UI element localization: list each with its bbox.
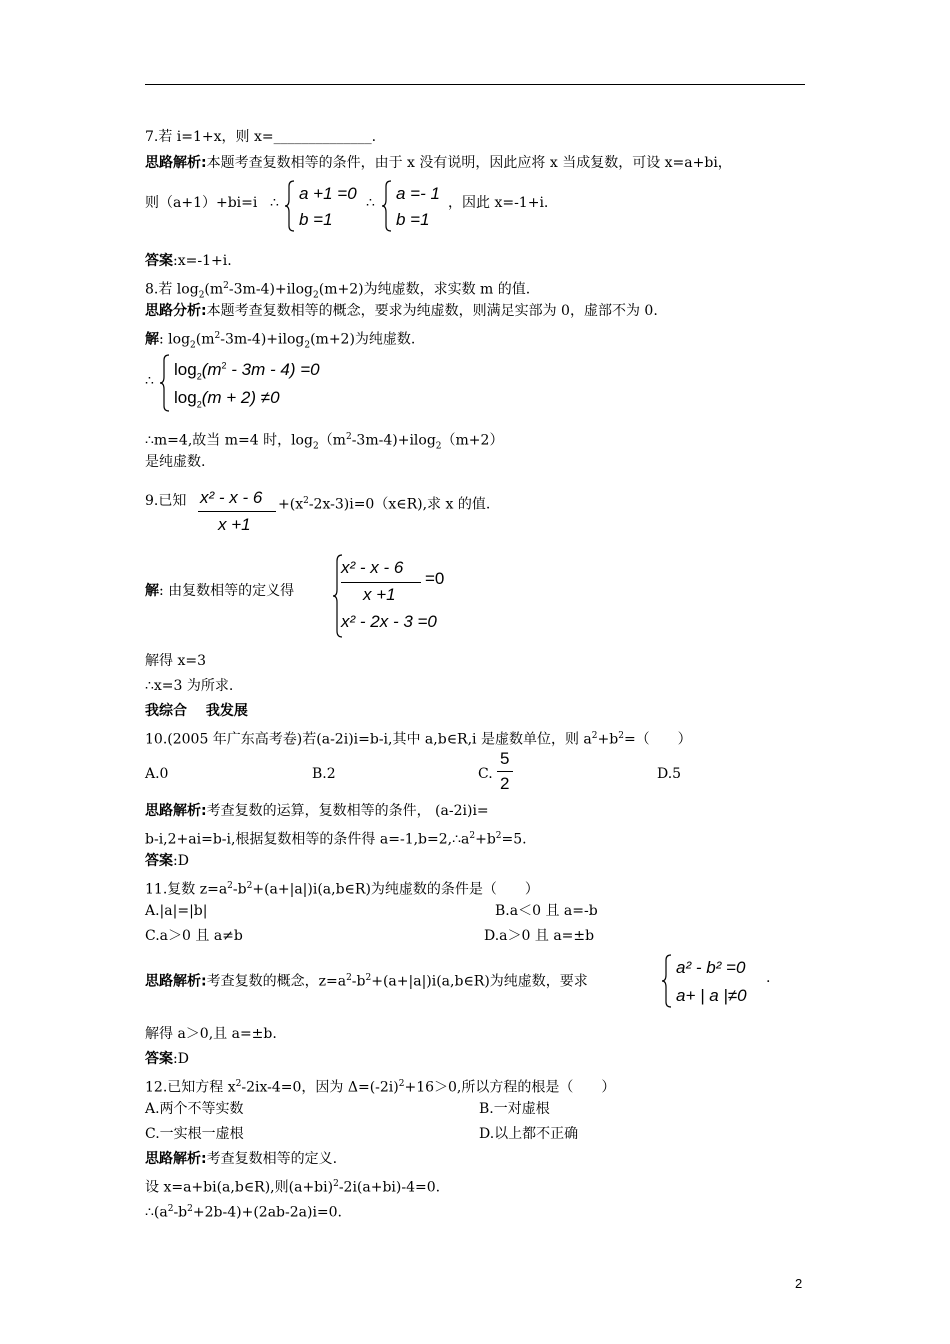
q10-frac-num: 5 bbox=[500, 749, 510, 768]
q11-sys-row2: a+ | a |≠0 bbox=[676, 986, 747, 1005]
q7-answer-label: 答案 bbox=[145, 253, 173, 269]
q11-q-sup1: 2 bbox=[227, 881, 233, 891]
q8-s-d: (m+2)为纯虚数. bbox=[310, 331, 416, 348]
q12-q-sup1: 2 bbox=[235, 1079, 242, 1089]
q12-option-a: A.两个不等实数 bbox=[145, 1101, 244, 1117]
q8-q-sup: 2 bbox=[223, 281, 229, 291]
q8-analysis bbox=[145, 302, 658, 320]
q9-solution bbox=[145, 582, 294, 600]
q11-answer-text: :D bbox=[173, 1051, 189, 1067]
q7-system-1 bbox=[285, 180, 375, 232]
q10-frac-bar bbox=[497, 771, 513, 772]
q7-brace-2-icon bbox=[382, 180, 392, 232]
q12-option-b: B.一对虚根 bbox=[479, 1101, 550, 1117]
q12-l2-a: ∴(a bbox=[145, 1204, 168, 1221]
q11-option-a: A.|a|=|b| bbox=[145, 903, 208, 919]
q8-solution bbox=[145, 327, 415, 354]
q10-analysis bbox=[145, 802, 489, 820]
header-rule bbox=[145, 84, 805, 85]
q9-sys-frac-num: x² - x - 6 bbox=[341, 558, 404, 577]
q7-answer bbox=[145, 252, 232, 270]
q12-q-b: -2ix-4=0，因为 Δ=(-2i) bbox=[241, 1079, 399, 1096]
q12-l2-c: +2b-4)+(2ab-2a)i=0. bbox=[192, 1204, 343, 1221]
q10-option-c: C. bbox=[478, 766, 493, 782]
q12-analysis-label: 思路解析: bbox=[145, 1151, 207, 1167]
q9-question-a: 9.已知 bbox=[145, 493, 187, 509]
q8-q-sub1: 2 bbox=[198, 290, 205, 301]
q8-analysis-text: 本题考查复数相等的概念，要求为纯虚数，则满足实部为 0，虚部不为 0. bbox=[206, 303, 658, 319]
q11-result: 解得 a＞0,且 a=±b. bbox=[145, 1026, 277, 1042]
q8-sys-r1-b: (m bbox=[201, 360, 222, 379]
q8-sys-r1-a: log bbox=[174, 360, 197, 379]
q12-q-sup2: 2 bbox=[398, 1079, 405, 1089]
q9-sys-rhs: =0 bbox=[425, 569, 445, 588]
q11-option-c: C.a＞0 且 a≠b bbox=[145, 928, 243, 944]
q10-answer bbox=[145, 852, 189, 870]
q7-prefix: 则（a+1）+bi=i bbox=[145, 195, 258, 211]
q10-q-b: +b bbox=[597, 731, 619, 748]
q8-c-a: ∴m=4,故当 m=4 时，log bbox=[145, 432, 313, 449]
q11-an-c: +(a+|a|)i(a,b∈R)为纯虚数，要求 bbox=[371, 973, 588, 990]
q8-conclusion-2: 是纯虚数. bbox=[145, 454, 206, 470]
q8-system bbox=[160, 354, 360, 412]
q9-frac-den: x +1 bbox=[218, 515, 251, 534]
q12-analysis bbox=[145, 1150, 337, 1168]
q11-sys-row1: a² - b² =0 bbox=[676, 958, 746, 977]
q12-option-d: D.以上都不正确 bbox=[479, 1126, 579, 1142]
section-title: 我综合 我发展 bbox=[145, 703, 248, 719]
q8-c-sub1: 2 bbox=[312, 441, 319, 452]
q10-q-sup2: 2 bbox=[618, 731, 624, 741]
q11-system bbox=[662, 954, 772, 1008]
q12-l2-sup2: 2 bbox=[187, 1204, 193, 1214]
q7-question: 7.若 i=1+x，则 x=______________. bbox=[145, 129, 377, 145]
q10-analysis-label: 思路解析: bbox=[145, 803, 207, 819]
q8-analysis-label: 思路分析: bbox=[145, 303, 207, 319]
q9-solution-label: 解 bbox=[145, 583, 159, 599]
q12-option-c: C.一实根一虚根 bbox=[145, 1126, 244, 1142]
q9-sys-fraction bbox=[341, 558, 421, 604]
q8-question bbox=[145, 277, 530, 304]
q10-q-c: =（ ） bbox=[623, 731, 692, 748]
q9-sys-frac-bar bbox=[341, 582, 421, 583]
q10-analysis-2 bbox=[145, 827, 527, 849]
q7-sys2-row2: b =1 bbox=[396, 210, 430, 229]
q8-conclusion bbox=[145, 428, 503, 455]
q8-c-d: （m+2） bbox=[441, 432, 504, 449]
q8-q-b: (m bbox=[204, 281, 224, 298]
q7-analysis-text: 本题考查复数相等的条件，由于 x 没有说明，因此应将 x 当成复数，可设 x=a+bi， bbox=[206, 155, 732, 171]
q11-option-b: B.a＜0 且 a=-b bbox=[495, 903, 598, 919]
q10-a2-a: b-i,2+ai=b-i,根据复数相等的条件得 a=-1,b=2,∴a bbox=[145, 831, 470, 848]
q11-an-sup2: 2 bbox=[365, 973, 372, 983]
q9-system bbox=[333, 554, 473, 638]
q10-option-c-fraction bbox=[497, 749, 513, 795]
q7-brace-1-icon bbox=[285, 180, 295, 232]
q9-frac-bar bbox=[198, 511, 276, 512]
q11-brace-icon bbox=[662, 954, 672, 1008]
q8-sys-r1-sup: 2 bbox=[221, 360, 227, 371]
q12-l2-sup1: 2 bbox=[167, 1204, 174, 1214]
q7-analysis bbox=[145, 154, 732, 172]
q8-q-c: -3m-4)+ilog bbox=[228, 281, 313, 298]
page-number: 2 bbox=[795, 1276, 803, 1291]
q11-question bbox=[145, 877, 539, 899]
q8-c-c: -3m-4)+ilog bbox=[351, 432, 436, 449]
q9-question-b bbox=[278, 492, 490, 514]
q9-result-1: 解得 x=3 bbox=[145, 653, 206, 669]
q7-answer-text: :x=-1+i. bbox=[173, 253, 232, 269]
q10-a2-c: =5. bbox=[501, 831, 527, 848]
q10-answer-label: 答案 bbox=[145, 853, 173, 869]
q7-therefore-1: ∴ bbox=[270, 195, 279, 211]
q8-sys-r1-c: - 3m - 4) =0 bbox=[226, 360, 320, 379]
q9-fraction bbox=[198, 488, 276, 536]
q9-q-c: -2x-3)i=0（x∈R),求 x 的值. bbox=[308, 496, 491, 513]
q11-q-a: 11.复数 z=a bbox=[145, 881, 228, 898]
q11-an-sup1: 2 bbox=[346, 973, 352, 983]
q8-sys-row1 bbox=[174, 360, 320, 381]
q7-sys1-row1: a +1 =0 bbox=[299, 184, 357, 203]
q12-q-c: +16＞0,所以方程的根是（ ） bbox=[404, 1079, 616, 1096]
q11-analysis-label: 思路解析: bbox=[145, 973, 207, 990]
q8-s-b: (m bbox=[195, 331, 215, 348]
q12-analysis-text: 考查复数相等的定义. bbox=[206, 1151, 338, 1167]
q9-q-b: +(x bbox=[278, 496, 304, 513]
q8-sys-row2 bbox=[174, 388, 280, 409]
q8-sys-r2-sub: 2 bbox=[196, 399, 202, 410]
q9-q-sup: 2 bbox=[303, 496, 309, 506]
q7-sys1-row2: b =1 bbox=[299, 210, 333, 229]
q11-q-b: -b bbox=[232, 881, 247, 898]
q10-option-a: A.0 bbox=[145, 766, 169, 782]
q9-solution-text: : 由复数相等的定义得 bbox=[159, 583, 295, 599]
q8-c-b: （m bbox=[318, 432, 346, 449]
q8-q-sub2: 2 bbox=[313, 290, 319, 301]
q8-q-a: 8.若 log bbox=[145, 281, 199, 298]
q10-option-b: B.2 bbox=[312, 766, 336, 782]
q10-a2-b: +b bbox=[475, 831, 496, 848]
q9-result-2: ∴x=3 为所求. bbox=[145, 678, 234, 694]
q11-an-b: -b bbox=[351, 973, 366, 990]
q8-sys-r2-a: log bbox=[174, 388, 197, 407]
q9-sys-frac-den: x +1 bbox=[363, 585, 396, 604]
q10-question bbox=[145, 727, 692, 749]
q8-therefore: ∴ bbox=[145, 373, 154, 389]
q12-line-1 bbox=[145, 1175, 440, 1197]
q8-s-sub1: 2 bbox=[190, 340, 196, 351]
q10-q-sup1: 2 bbox=[591, 731, 598, 741]
q8-sys-r2-b: (m + 2) ≠0 bbox=[201, 388, 280, 407]
q10-a2-sup2: 2 bbox=[495, 831, 502, 841]
q8-c-sup: 2 bbox=[345, 432, 352, 442]
q11-analysis bbox=[145, 969, 588, 991]
q12-l1-sup: 2 bbox=[333, 1179, 339, 1189]
q10-analysis-text: 考查复数的运算，复数相等的条件， (a-2i)i= bbox=[206, 803, 489, 819]
q8-c-sub2: 2 bbox=[435, 441, 442, 452]
q10-answer-text: :D bbox=[173, 853, 189, 869]
q8-solution-label: 解 bbox=[145, 331, 159, 348]
q11-period: . bbox=[766, 970, 771, 986]
q8-sys-r1-sub: 2 bbox=[196, 371, 202, 382]
q9-frac-num: x² - x - 6 bbox=[200, 488, 263, 507]
q12-l1-b: -2i(a+bi)-4=0. bbox=[338, 1179, 441, 1196]
q11-answer bbox=[145, 1050, 189, 1068]
q11-q-c: +(a+|a|)i(a,b∈R)为纯虚数的条件是（ ） bbox=[252, 881, 539, 898]
q10-option-d: D.5 bbox=[657, 766, 682, 782]
q11-option-d: D.a＞0 且 a=±b bbox=[484, 928, 595, 944]
q12-q-a: 12.已知方程 x bbox=[145, 1079, 236, 1096]
q8-brace-icon bbox=[160, 354, 170, 412]
q8-s-sub2: 2 bbox=[304, 340, 311, 351]
q8-q-d: (m+2)为纯虚数，求实数 m 的值. bbox=[318, 281, 531, 298]
q8-s-c: -3m-4)+ilog bbox=[220, 331, 305, 348]
q11-answer-label: 答案 bbox=[145, 1051, 173, 1067]
q12-l2-b: -b bbox=[173, 1204, 188, 1221]
q11-an-a: 考查复数的概念，z=a bbox=[206, 973, 347, 990]
q12-l1-a: 设 x=a+bi(a,b∈R),则(a+bi) bbox=[145, 1179, 334, 1196]
q12-question bbox=[145, 1075, 615, 1097]
q10-q-a: 10.(2005 年广东高考卷)若(a-2i)i=b-i,其中 a,b∈R,i 是虚数单位，则 a bbox=[145, 731, 592, 748]
q9-sys-row2: x² - 2x - 3 =0 bbox=[341, 612, 437, 631]
q8-s-sup: 2 bbox=[214, 331, 221, 341]
q10-frac-den: 2 bbox=[500, 774, 510, 793]
q10-a2-sup1: 2 bbox=[469, 831, 476, 841]
q7-suffix: ，因此 x=-1+i. bbox=[448, 195, 549, 211]
q7-sys2-row1: a =- 1 bbox=[396, 184, 440, 203]
q12-line-2 bbox=[145, 1200, 342, 1222]
q7-analysis-label: 思路解析: bbox=[145, 155, 207, 171]
q11-q-sup2: 2 bbox=[246, 881, 253, 891]
q7-therefore-2: ∴ bbox=[366, 195, 375, 211]
q8-s-a: : log bbox=[159, 331, 191, 348]
